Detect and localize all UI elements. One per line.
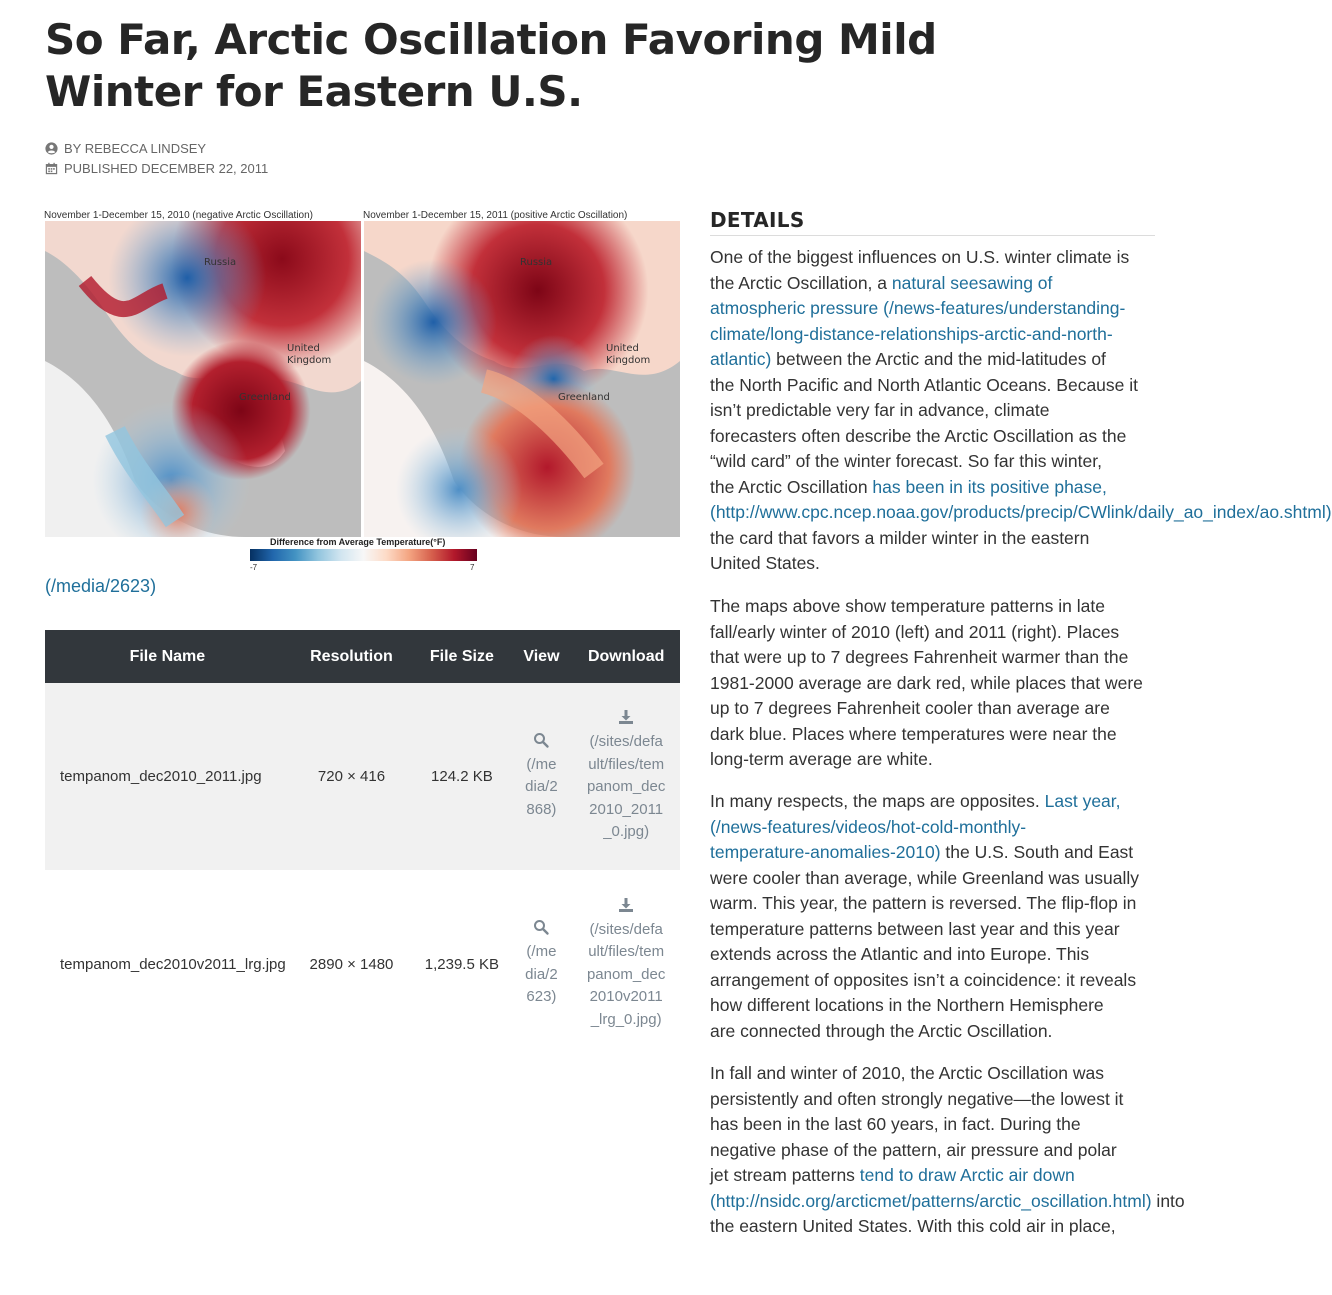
publish-date	[45, 161, 268, 176]
text-line: the U.S. South and East	[940, 842, 1134, 862]
header-download: Download	[572, 630, 680, 683]
search-icon[interactable]	[533, 919, 549, 935]
header-view: View	[511, 630, 573, 683]
text-line: the Arctic Oscillation	[710, 476, 873, 497]
details-paragraph-1	[710, 245, 1332, 577]
text-line: the card that favors a milder winter in the eastern	[710, 527, 1090, 548]
left-map-label: November 1-December 15, 2010 (negative Arctic Oscillation)	[44, 210, 314, 221]
text-line: “wild card” of the winter forecast. So far this winter,	[710, 451, 1102, 471]
text-line: warm. This year, the pattern is reversed. The flip-flop in	[710, 893, 1137, 913]
byline-text: BY REBECCA LINDSEY	[64, 141, 207, 156]
legend-min: -7	[250, 563, 258, 572]
right-map-label: November 1-December 15, 2011 (positive Arctic Oscillation)	[363, 210, 628, 221]
map-2011-label-greenland: Greenland	[558, 392, 610, 403]
text-line: the eastern United States. With this cold air in place,	[710, 1216, 1116, 1236]
text-line: United States.	[710, 553, 820, 573]
header-file-name: File Name	[45, 630, 290, 683]
text-line: fall/early winter of 2010 (left) and 2011 (right). Places	[710, 621, 1120, 642]
text-line: One of the biggest influences on U.S. winter climate is	[710, 247, 1130, 267]
calendar-icon	[45, 162, 58, 175]
legend-title: Difference from Average Temperature(°F)	[270, 537, 446, 547]
text-line: temperature patterns between last year and this year	[710, 918, 1120, 939]
download-icon[interactable]	[618, 897, 634, 913]
map-2010-label-uk-2: Kingdom	[287, 355, 332, 366]
link-text[interactable]: has been in its positive phase,	[872, 476, 1107, 497]
text-line: are connected through the Arctic Oscillation.	[710, 1020, 1053, 1041]
details-section	[710, 208, 1332, 1236]
download-link[interactable]: (/sites/default/files/tempanom_dec2010v2011_lrg_0.jpg)	[586, 920, 666, 1028]
header-file-size: File Size	[413, 630, 510, 683]
link-text[interactable]: tend to draw Arctic air down	[859, 1165, 1075, 1185]
map-2010-label-greenland: Greenland	[239, 392, 291, 403]
view-cell[interactable]	[511, 870, 573, 1058]
map-2011-label-uk-2: Kingdom	[606, 355, 651, 366]
text-line: how different locations in the Northern Hemisphere	[710, 995, 1104, 1015]
download-cell[interactable]	[572, 683, 680, 870]
text-line: In fall and winter of 2010, the Arctic Oscillation was	[710, 1063, 1104, 1083]
text-line: jet stream patterns	[710, 1165, 860, 1185]
text-line: into	[1151, 1190, 1185, 1211]
map-2010-label-uk-1: United	[287, 343, 320, 354]
link-text[interactable]: atlantic)	[710, 349, 772, 369]
text-line: dark blue. Places where temperatures were near the	[710, 723, 1117, 744]
table-header-row	[45, 630, 680, 683]
text-line: In many respects, the maps are opposites.	[710, 791, 1045, 811]
file-size: 124.2 KB	[413, 683, 510, 870]
map-2010	[45, 221, 361, 537]
file-name: tempanom_dec2010v2011_lrg.jpg	[45, 870, 290, 1058]
file-resolution: 720 × 416	[290, 683, 414, 870]
legend-max: 7	[470, 563, 475, 572]
page-title: So Far, Arctic Oscillation Favoring Mild Winter for Eastern U.S.	[45, 15, 937, 116]
text-line: that were up to 7 degrees Fahrenheit warmer than the	[710, 647, 1129, 667]
table-row	[45, 870, 680, 1058]
map-2011-label-russia: Russia	[520, 257, 553, 268]
view-link[interactable]: (/media/2868)	[525, 755, 558, 818]
text-line: were cooler than average, while Greenland was usually	[710, 867, 1139, 888]
link-text[interactable]: temperature-anomalies-2010)	[710, 842, 941, 862]
details-paragraph-2	[710, 594, 1155, 773]
link-text[interactable]: Last year,	[1044, 791, 1121, 811]
text-line: between the Arctic and the mid-latitudes of	[771, 349, 1106, 369]
text-line: persistently and often strongly negative—the lowest it	[710, 1088, 1124, 1109]
details-heading: DETAILS	[710, 208, 1155, 236]
text-line: The maps above show temperature patterns in late	[710, 596, 1105, 616]
table-row	[45, 683, 680, 870]
byline	[45, 141, 206, 156]
publish-date-text: PUBLISHED DECEMBER 22, 2011	[64, 161, 269, 176]
text-line: forecasters often describe the Arctic Oscillation as the	[710, 425, 1127, 446]
text-line: has been in the last 60 years, in fact. During the	[710, 1114, 1081, 1134]
search-icon[interactable]	[533, 732, 549, 748]
file-name: tempanom_dec2010_2011.jpg	[45, 683, 290, 870]
media-link[interactable]: (/media/2623)	[45, 576, 157, 596]
download-link[interactable]: (/sites/default/files/tempanom_dec2010_2011_0.jpg)	[586, 733, 666, 841]
link-text[interactable]: (http://www.cpc.ncep.noaa.gov/products/precip/CWlink/daily_ao_index/ao.shtml)	[710, 502, 1332, 522]
text-line: 1981-2000 average are dark red, while places that were	[710, 672, 1143, 693]
temperature-anomaly-figure[interactable]	[44, 206, 680, 576]
file-resolution: 2890 × 1480	[290, 870, 414, 1058]
text-line: negative phase of the pattern, air pressure and polar	[710, 1139, 1117, 1160]
text-line: long-term average are white.	[710, 749, 933, 769]
text-line: the Arctic Oscillation, a	[710, 272, 892, 293]
header-resolution: Resolution	[290, 630, 414, 683]
text-line: extends across the Atlantic and into Europe. This	[710, 944, 1090, 964]
link-text[interactable]: natural seesawing of	[891, 272, 1053, 293]
color-scale-bar	[250, 549, 477, 561]
map-2011-label-uk-1: United	[606, 343, 639, 354]
text-line: the North Pacific and North Atlantic Oceans. Because it	[710, 374, 1138, 395]
link-text[interactable]: (/news-features/videos/hot-cold-monthly-	[710, 816, 1027, 837]
link-text[interactable]: climate/long-distance-relationships-arctic-and-north-	[710, 323, 1113, 344]
file-table	[45, 630, 680, 1058]
text-line: arrangement of opposites isn’t a coincidence: it reveals	[710, 969, 1137, 990]
map-2010-label-russia: Russia	[204, 257, 237, 268]
user-icon	[45, 142, 58, 155]
text-line: up to 7 degrees Fahrenheit cooler than average are	[710, 698, 1110, 718]
link-text[interactable]: (http://nsidc.org/arcticmet/patterns/arctic_oscillation.html)	[710, 1190, 1152, 1211]
file-size: 1,239.5 KB	[413, 870, 510, 1058]
link-text[interactable]: atmospheric pressure (/news-features/understanding-	[710, 298, 1126, 318]
download-icon[interactable]	[618, 709, 634, 725]
details-paragraph-3	[710, 789, 1155, 1044]
map-2011	[364, 221, 680, 537]
text-line: isn’t predictable very far in advance, climate	[710, 400, 1050, 420]
view-link[interactable]: (/media/2623)	[525, 943, 558, 1006]
download-cell[interactable]	[572, 870, 680, 1058]
details-paragraph-4	[710, 1061, 1185, 1240]
view-cell[interactable]	[511, 683, 573, 870]
